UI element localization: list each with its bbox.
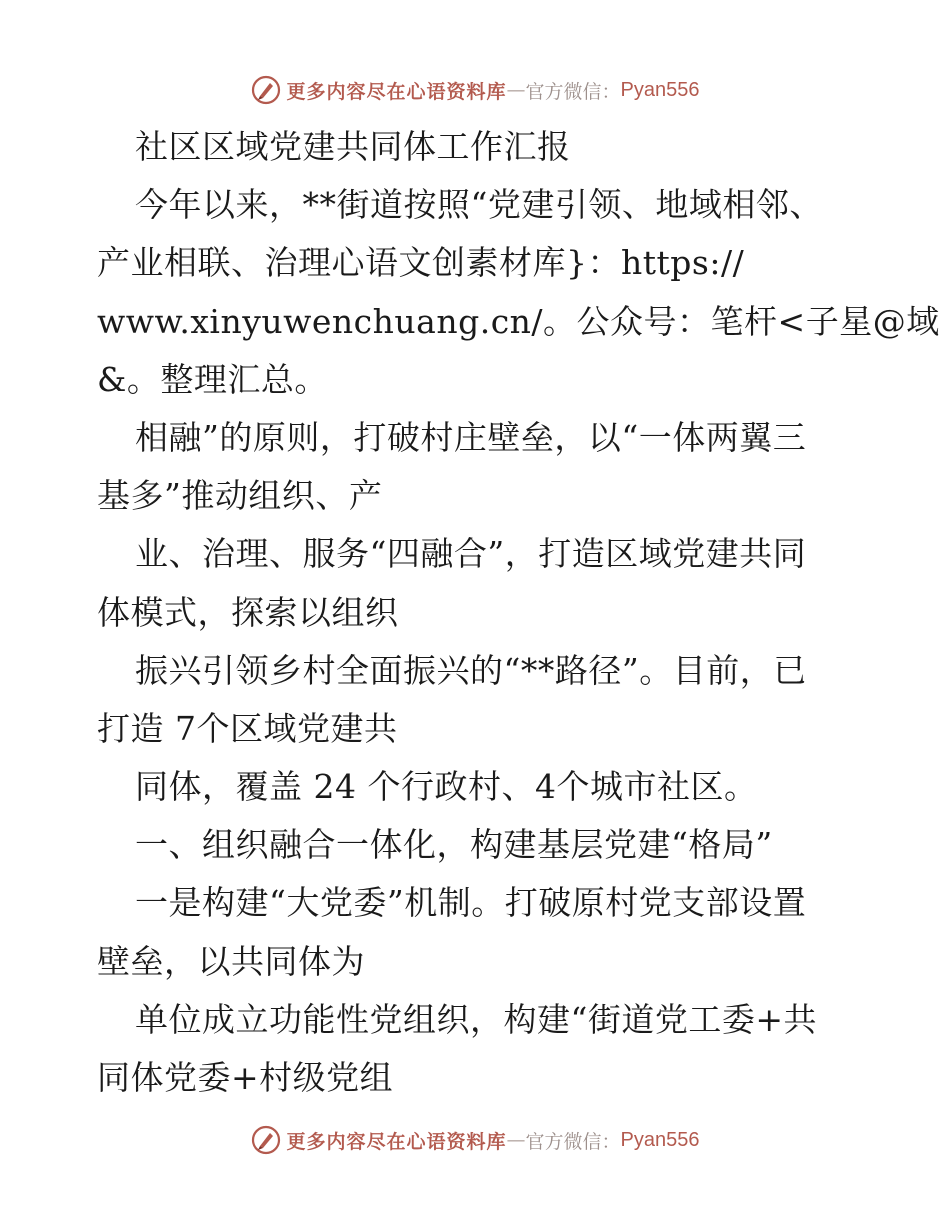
section-heading: 一、组织融合一体化，构建基层党建“格局” (135, 825, 773, 865)
paragraph-line: 体模式，探索以组织 (97, 592, 399, 632)
paragraph-line: www.xinyuwenchuang.cn/。公众号：笔杆<子星@域 (97, 301, 940, 341)
watermark-dash: — (506, 79, 526, 101)
header-watermark (0, 70, 950, 110)
paragraph-line: 同体党委+村级党组 (97, 1058, 394, 1097)
watermark-brand: 更多内容尽在心语资料库 (286, 1130, 507, 1153)
watermark-wechat-label: 官方微信： (525, 1130, 621, 1153)
paragraph-line: 业、治理、服务“四融合”，打造区域党建共同 (135, 534, 807, 574)
paragraph-line: &。整理汇总。 (97, 359, 328, 399)
paragraph-line: 同体，覆盖 24 个行政村、4个城市社区。 (135, 767, 758, 807)
watermark-wechat-id: Pyan556 (620, 78, 700, 101)
paragraph-line: 振兴引领乡村全面振兴的“**路径”。目前，已 (135, 650, 807, 690)
document-title: 社区区域党建共同体工作汇报 (135, 127, 571, 166)
paragraph-line: 今年以来，**街道按照“党建引领、地域相邻、 (135, 185, 823, 225)
paragraph-line: 单位成立功能性党组织，构建“街道党工委+共 (135, 999, 818, 1039)
watermark-brand: 更多内容尽在心语资料库 (286, 80, 507, 103)
paragraph-line: 相融”的原则，打破村庄壁垒，以“一体两翼三 (135, 417, 807, 457)
paragraph-line: 产业相联、治理心语文创素材库}：https:// (97, 243, 745, 283)
paragraph-line: 基多”推动组织、产 (97, 476, 383, 516)
watermark-wechat-id: Pyan556 (620, 1128, 700, 1151)
paragraph-line: 一是构建“大党委”机制。打破原村党支部设置 (135, 883, 807, 923)
watermark-wechat-label: 官方微信： (525, 80, 621, 103)
paragraph-line: 壁垒，以共同体为 (97, 941, 365, 981)
document-body (97, 118, 940, 1107)
paragraph-line: 打造 7个区域党建共 (97, 708, 398, 748)
footer-watermark (0, 1120, 950, 1160)
watermark-dash: — (506, 1129, 526, 1151)
pen-nib-logo-icon (251, 1125, 281, 1155)
pen-nib-logo-icon (251, 75, 281, 105)
